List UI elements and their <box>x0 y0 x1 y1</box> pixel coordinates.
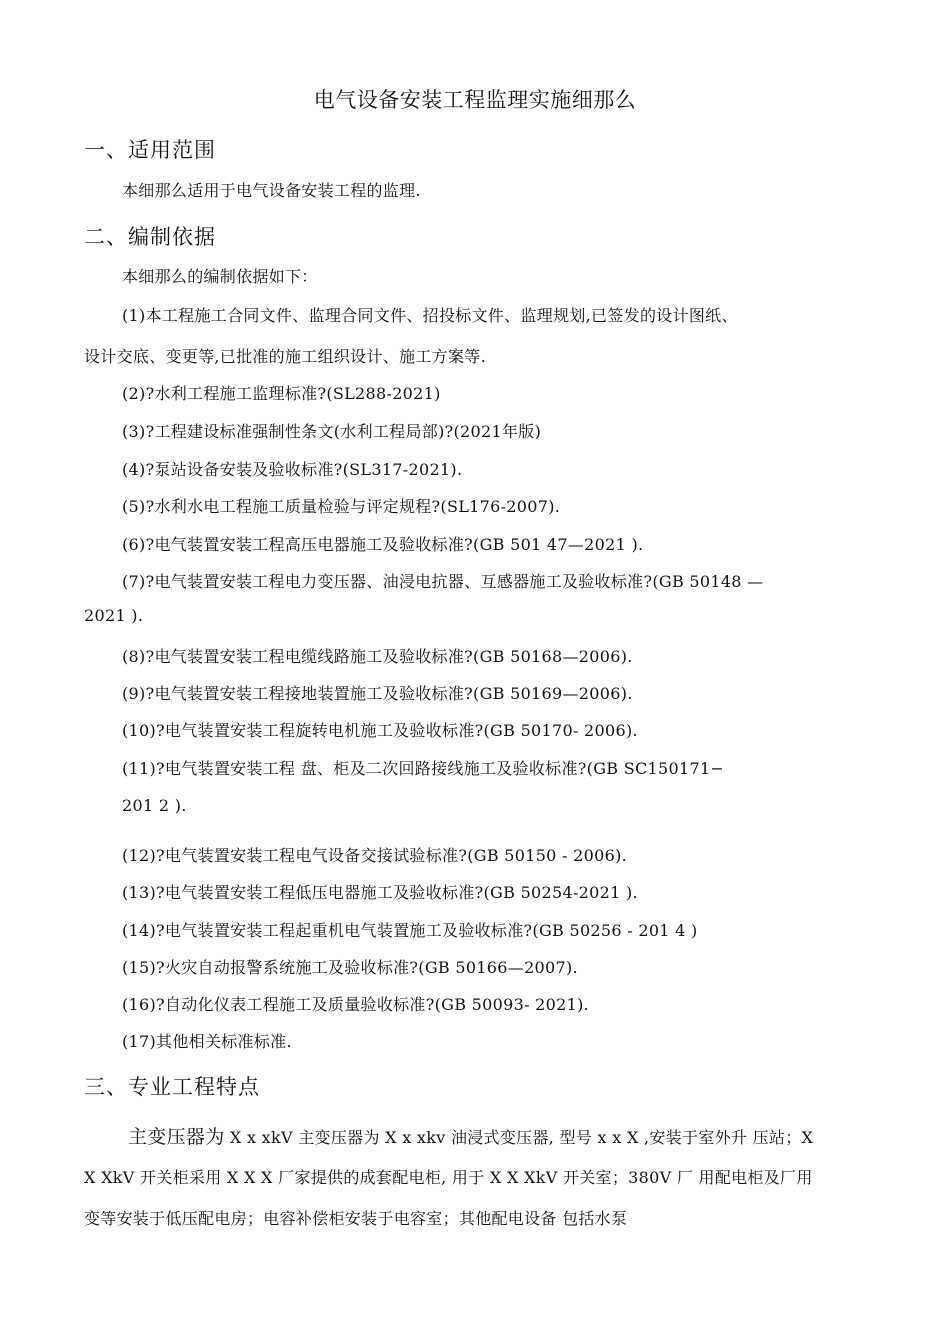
basis-item: (15)?火灾自动报警系统施工及验收标准?(GB 50166—2007). <box>122 958 578 977</box>
basis-item: (6)?电气装置安装工程高压电器施工及验收标准?(GB 501 47—2021 ). <box>122 535 644 554</box>
document-title: 电气设备安装工程监理实施细那么 <box>313 88 637 112</box>
basis-item: (11)?电气装置安装工程 盘、柜及二次回路接线施工及验收标准?(GB SC150171− <box>122 759 725 778</box>
basis-item: (17)其他相关标准标准. <box>122 1032 292 1051</box>
basis-item: (7)?电气装置安装工程电力变压器、油浸电抗器、互感器施工及验收标准?(GB 50148 — <box>122 572 764 591</box>
features-text: X x xkV 主变压器为 X x xkv 油浸式变压器, 型号 x x X ,安装于室外升 压站；X <box>224 1128 814 1147</box>
features-line: 变等安装于低压配电房；电容补偿柜安装于电容室；其他配电设备 包括水泵 <box>84 1209 628 1228</box>
section-heading-features: 三、专业工程特点 <box>84 1075 260 1099</box>
basis-item: (14)?电气装置安装工程起重机电气装置施工及验收标准?(GB 50256 - 201 4 ) <box>122 921 698 940</box>
basis-item: 设计交底、变更等,已批准的施工组织设计、施工方案等. <box>84 347 486 366</box>
basis-item: (4)?泵站设备安装及验收标准?(SL317-2021). <box>122 460 463 479</box>
basis-item: (8)?电气装置安装工程电缆线路施工及验收标准?(GB 50168—2006). <box>122 647 633 666</box>
basis-item: (5)?水利水电工程施工质量检验与评定规程?(SL176-2007). <box>122 497 561 516</box>
features-lead: 主变压器为 <box>128 1126 225 1148</box>
features-line: X XkV 开关柜采用 X X X 厂家提供的成套配电柜, 用于 X X XkV 开关室；380V 厂 用配电柜及厂用 <box>84 1168 813 1187</box>
basis-item: (3)?工程建设标准强制性条文(水利工程局部)?(2021年版) <box>122 422 542 441</box>
section-heading-scope: 一、适用范围 <box>84 138 216 162</box>
basis-item: (2)?水利工程施工监理标准?(SL288-2021) <box>122 384 441 403</box>
basis-item: (16)?自动化仪表工程施工及质量验收标准?(GB 50093- 2021). <box>122 995 590 1014</box>
basis-item: (10)?电气装置安装工程旋转电机施工及验收标准?(GB 50170- 2006). <box>122 721 638 740</box>
basis-item: (12)?电气装置安装工程电气设备交接试验标准?(GB 50150 - 2006). <box>122 846 627 865</box>
basis-item: 201 2 ). <box>122 796 187 815</box>
scope-paragraph: 本细那么适用于电气设备安装工程的监理. <box>122 181 421 200</box>
basis-item: 2021 ). <box>84 606 144 625</box>
basis-intro: 本细那么的编制依据如下： <box>122 267 318 286</box>
section-heading-basis: 二、编制依据 <box>84 225 216 249</box>
basis-item: (1)本工程施工合同文件、监理合同文件、招投标文件、监理规划,已签发的设计图纸、 <box>122 306 738 325</box>
basis-item: (13)?电气装置安装工程低压电器施工及验收标准?(GB 50254-2021 ). <box>122 883 638 902</box>
basis-item: (9)?电气装置安装工程接地装置施工及验收标准?(GB 50169—2006). <box>122 684 633 703</box>
features-line <box>128 1122 813 1149</box>
